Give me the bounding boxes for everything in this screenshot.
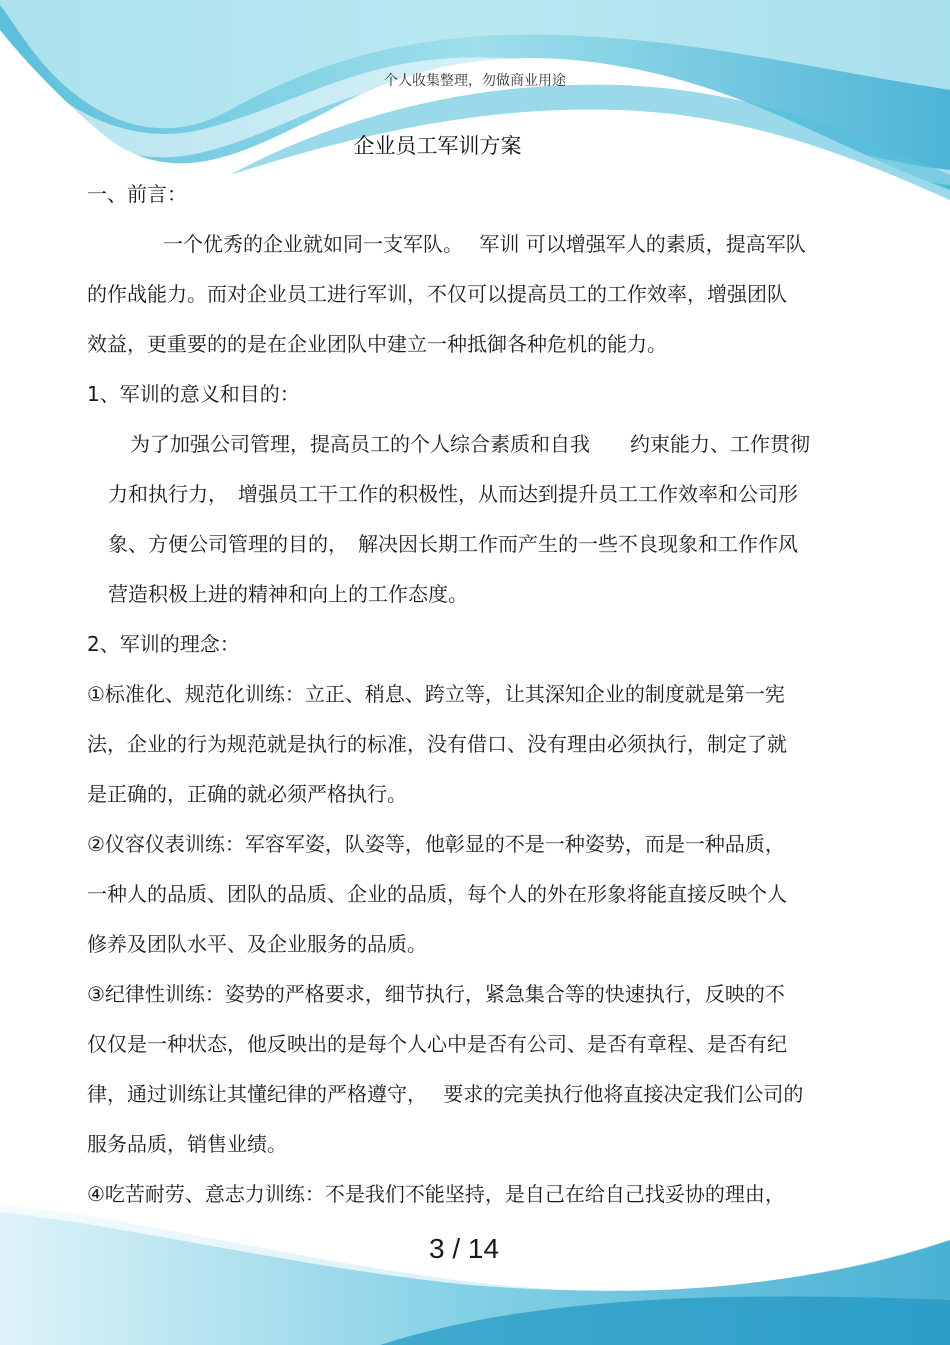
paragraph-line: 一种人的品质、团队的品质、企业的品质，每个人的外在形象将能直接反映个人 — [87, 882, 787, 906]
paragraph-line: 营造积极上进的精神和向上的工作态度。 — [108, 582, 468, 606]
paragraph-line: 律，通过训练让其懂纪律的严格遵守， 要求的完美执行他将直接决定我们公司的 — [87, 1082, 804, 1106]
list-item-line: ④吃苦耐劳、意志力训练：不是我们不能坚持，是自己在给自己找妥协的理由， — [87, 1182, 785, 1206]
list-item-line: ③纪律性训练：姿势的严格要求，细节执行，紧急集合等的快速执行，反映的不 — [87, 982, 785, 1006]
list-item-line: ①标准化、规范化训练：立正、稍息、跨立等，让其深知企业的制度就是第一宪 — [87, 682, 785, 706]
paragraph-line: 效益，更重要的的是在企业团队中建立一种抵御各种危机的能力。 — [87, 332, 667, 356]
paragraph-line: 是正确的，正确的就必须严格执行。 — [87, 782, 407, 806]
paragraph-line: 为了加强公司管理，提高员工的个人综合素质和自我 约束能力、工作贯彻 — [130, 432, 810, 456]
paragraph-line: 一个优秀的企业就如同一支军队。 军训 可以增强军人的素质，提高军队 — [163, 232, 806, 256]
page-number: 3 / 14 — [428, 1233, 500, 1264]
paragraph-line: 的作战能力。而对企业员工进行军训，不仅可以提高员工的工作效率，增强团队 — [87, 282, 787, 306]
document-title: 企业员工军训方案 — [353, 134, 522, 158]
list-item-line: ②仪容仪表训练：军容军姿，队姿等，他彰显的不是一种姿势，而是一种品质， — [87, 832, 785, 856]
paragraph-line: 修养及团队水平、及企业服务的品质。 — [87, 932, 427, 956]
section-heading-purpose: 1、军训的意义和目的： — [87, 382, 300, 406]
section-heading-preface: 一、前言： — [87, 182, 187, 206]
section-heading-concept: 2、军训的理念： — [87, 632, 240, 656]
paragraph-line: 仅仅是一种状态，他反映出的是每个人心中是否有公司、是否有章程、是否有纪 — [87, 1032, 787, 1056]
paragraph-line: 象、方便公司管理的目的， 解决因长期工作而产生的一些不良现象和工作作风 — [108, 532, 798, 556]
paragraph-line: 力和执行力， 增强员工干工作的积极性，从而达到提升员工工作效率和公司形 — [108, 482, 798, 506]
paragraph-line: 服务品质，销售业绩。 — [87, 1132, 287, 1156]
paragraph-line: 法，企业的行为规范就是执行的标准，没有借口、没有理由必须执行，制定了就 — [87, 732, 787, 756]
header-note: 个人收集整理，勿做商业用途 — [384, 73, 566, 89]
